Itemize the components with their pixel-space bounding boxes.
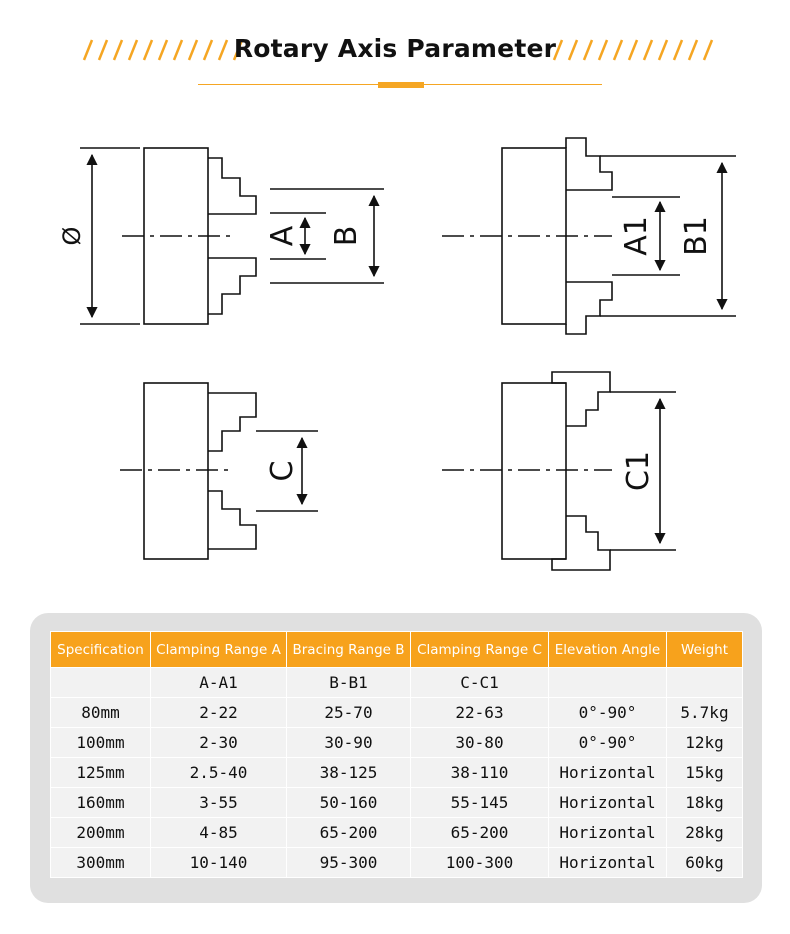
table-cell: 65-200 [411, 818, 549, 848]
label-b1: B1 [679, 216, 714, 256]
table-cell: 15kg [667, 758, 743, 788]
table-cell: 5.7kg [667, 698, 743, 728]
table-cell [667, 668, 743, 698]
table-cell: 18kg [667, 788, 743, 818]
col-header-clamping-range-c: Clamping Range C [411, 632, 549, 668]
table-cell: 50-160 [287, 788, 411, 818]
table-row [51, 668, 743, 698]
table-cell: 0°-90° [549, 728, 667, 758]
col-header-elevation-angle: Elevation Angle [549, 632, 667, 668]
table-cell: Horizontal [549, 758, 667, 788]
table-cell: 12kg [667, 728, 743, 758]
table-cell: 38-125 [287, 758, 411, 788]
table-cell: 200mm [51, 818, 151, 848]
table-cell: 2.5-40 [151, 758, 287, 788]
table-cell: B-B1 [287, 668, 411, 698]
col-header-specification: Specification [51, 632, 151, 668]
table-cell: C-C1 [411, 668, 549, 698]
table-cell: 2-30 [151, 728, 287, 758]
table-cell: 100-300 [411, 848, 549, 878]
table-cell: Horizontal [549, 848, 667, 878]
table-cell: 25-70 [287, 698, 411, 728]
table-cell: 4-85 [151, 818, 287, 848]
col-header-bracing-range-b: Bracing Range B [287, 632, 411, 668]
table-cell: Horizontal [549, 818, 667, 848]
table-header-row [51, 632, 743, 668]
table-cell: 0°-90° [549, 698, 667, 728]
table-cell: 22-63 [411, 698, 549, 728]
table-cell: 10-140 [151, 848, 287, 878]
table-cell [51, 668, 151, 698]
table-cell: 38-110 [411, 758, 549, 788]
table-cell: 80mm [51, 698, 151, 728]
table-cell: 300mm [51, 848, 151, 878]
table-row [51, 788, 743, 818]
table-row [51, 848, 743, 878]
table-cell: A-A1 [151, 668, 287, 698]
table-cell: 55-145 [411, 788, 549, 818]
col-header-clamping-range-a: Clamping Range A [151, 632, 287, 668]
label-b: B [329, 225, 364, 247]
table-cell: 100mm [51, 728, 151, 758]
spec-table [50, 631, 743, 878]
label-a: A [265, 225, 300, 247]
table-row [51, 758, 743, 788]
label-diameter: Ø [58, 226, 86, 246]
col-header-weight: Weight [667, 632, 743, 668]
table-row [51, 698, 743, 728]
table-cell: 30-90 [287, 728, 411, 758]
table-cell: 95-300 [287, 848, 411, 878]
table-cell: 160mm [51, 788, 151, 818]
table-cell: 3-55 [151, 788, 287, 818]
label-a1: A1 [619, 216, 654, 256]
page-title: Rotary Axis Parameter [233, 34, 557, 63]
label-c: C [265, 460, 300, 482]
table-cell: Horizontal [549, 788, 667, 818]
table-row [51, 818, 743, 848]
label-c1: C1 [621, 450, 656, 492]
table-cell: 28kg [667, 818, 743, 848]
table-cell: 125mm [51, 758, 151, 788]
table-cell: 65-200 [287, 818, 411, 848]
table-cell: 2-22 [151, 698, 287, 728]
table-cell: 60kg [667, 848, 743, 878]
table-cell: 30-80 [411, 728, 549, 758]
table-row [51, 728, 743, 758]
table-cell [549, 668, 667, 698]
